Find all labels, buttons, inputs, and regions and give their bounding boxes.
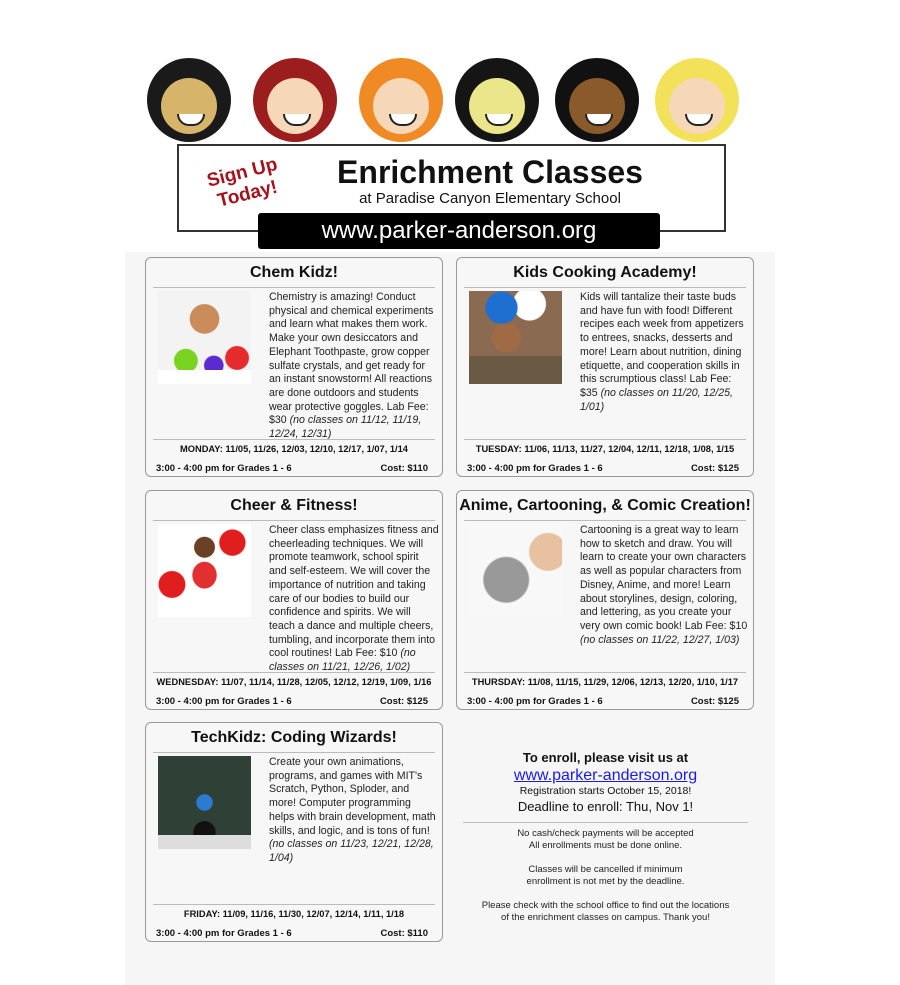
class-schedule: MONDAY: 11/05, 11/26, 12/03, 12/10, 12/17, 1/07, 1/14 <box>180 444 408 454</box>
payment-note <box>463 828 748 852</box>
divider <box>153 439 435 440</box>
class-time: 3:00 - 4:00 pm for Grades 1 - 6 <box>467 696 603 707</box>
class-title: Chem Kidz! <box>250 264 338 281</box>
class-title: Cheer & Fitness! <box>230 497 358 514</box>
class-title: TechKidz: Coding Wizards! <box>191 729 397 746</box>
drawing-sketch-photo <box>469 524 562 617</box>
class-title: Kids Cooking Academy! <box>513 264 697 281</box>
no-class-dates: (no classes on 11/20, 12/25, 1/01) <box>580 386 733 413</box>
class-schedule: TUESDAY: 11/06, 11/13, 11/27, 12/04, 12/11, 12/18, 1/08, 1/15 <box>475 444 735 454</box>
class-card <box>456 490 754 710</box>
class-schedule: FRIDAY: 11/09, 11/16, 11/30, 12/07, 12/14, 1/11, 1/18 <box>183 909 405 919</box>
description-text: Chemistry is amazing! Conduct physical and chemical experiments and learn what makes them work. Make your own desiccators and Elephant Toothpaste, grow copper sulfate crystals, and get ready for an instant snowstorm! All reactions are done outdoors and students wear protective goggles. Lab Fee: $30 <box>269 291 434 427</box>
divider <box>153 520 435 521</box>
coding-kid-photo <box>158 756 251 849</box>
description-text: Cartooning is a great way to learn how to sketch and draw. You will learn to create your own characters as well as popular characters from Disney, Anime, and more! Learn about storylines, design, coloring, and lettering, as you create your very own comic book! Lab Fee: $10 <box>580 524 748 632</box>
kid-illustration <box>655 58 739 142</box>
no-class-dates: (no classes on 11/22, 12/27, 1/03) <box>580 633 740 646</box>
banner-subtitle: at Paradise Canyon Elementary School <box>359 190 621 207</box>
description-text: Kids will tantalize their taste buds and have fun with food! Different recipes each week from appetizers to entrees, snacks, desserts and more! Learn about nutrition, dining etiquette, and cooperation skills in this scrumptious class! Lab Fee: $35 <box>580 291 744 399</box>
class-time: 3:00 - 4:00 pm for Grades 1 - 6 <box>467 463 603 474</box>
note-line: of the enrichment classes on campus. Thank you! <box>501 912 710 923</box>
divider <box>463 822 748 823</box>
divider <box>464 439 746 440</box>
enroll-deadline: Deadline to enroll: Thu, Nov 1! <box>517 799 694 814</box>
class-description <box>269 756 439 866</box>
note-line: Please check with the school office to find out the locations <box>481 900 730 911</box>
kid-illustration <box>455 58 539 142</box>
enroll-heading: To enroll, please visit us at <box>522 750 689 765</box>
kid-illustration <box>147 58 231 142</box>
class-schedule: THURSDAY: 11/08, 11/15, 11/29, 12/06, 12/13, 12/20, 1/10, 1/17 <box>471 677 739 687</box>
description-text: Create your own animations, programs, and games with MIT's Scratch, Python, Sploder, and more! Computer programming helps with brain development, math skills, and logic, and is tons of fun! <box>269 756 436 837</box>
class-cost: Cost: $110 <box>380 928 428 939</box>
class-title: Anime, Cartooning, & Comic Creation! <box>459 497 751 514</box>
location-note <box>463 900 748 924</box>
class-description <box>580 524 750 647</box>
chemistry-kid-photo <box>158 291 251 384</box>
kid-illustration <box>359 58 443 142</box>
divider <box>464 287 746 288</box>
note-line: enrollment is not met by the deadline. <box>526 876 685 887</box>
divider <box>153 752 435 753</box>
class-card <box>145 722 443 942</box>
divider <box>153 287 435 288</box>
class-cost: Cost: $125 <box>379 696 428 707</box>
no-class-dates: (no classes on 11/21, 12/26, 1/02) <box>269 647 416 674</box>
cooking-kids-photo <box>469 291 562 384</box>
class-time: 3:00 - 4:00 pm for Grades 1 - 6 <box>156 463 292 474</box>
class-description <box>269 291 439 442</box>
divider <box>464 520 746 521</box>
note-line: Classes will be cancelled if minimum <box>528 864 683 875</box>
banner-url[interactable]: www.parker-anderson.org <box>258 213 660 249</box>
divider <box>153 672 435 673</box>
cancellation-note <box>463 864 748 888</box>
description-text: Cheer class emphasizes fitness and cheerleading techniques. We will promote teamwork, school spirit and self-esteem. We will cover the importance of nutrition and taking care of our bodies to build our confidence and spirits. We will teach a dance and multiple cheers, tumbling, and incorporate them into cool routines! Lab Fee: $10 <box>269 524 439 660</box>
divider <box>153 904 435 905</box>
class-card <box>145 490 443 710</box>
class-description <box>269 524 439 675</box>
banner-title: Enrichment Classes <box>337 154 643 190</box>
class-time: 3:00 - 4:00 pm for Grades 1 - 6 <box>156 696 292 707</box>
cheerleader-photo <box>158 524 251 617</box>
kid-illustration <box>253 58 337 142</box>
registration-date: Registration starts October 15, 2018! <box>519 785 692 797</box>
class-card <box>145 257 443 477</box>
no-class-dates: (no classes on 11/12, 11/19, 12/24, 12/31) <box>269 414 422 441</box>
class-description <box>580 291 750 414</box>
class-time: 3:00 - 4:00 pm for Grades 1 - 6 <box>156 928 292 939</box>
note-line: All enrollments must be done online. <box>528 840 683 851</box>
class-cost: Cost: $125 <box>690 696 739 707</box>
sign-up-badge: Sign Up Today! <box>204 153 280 212</box>
class-card <box>456 257 754 477</box>
class-schedule: WEDNESDAY: 11/07, 11/14, 11/28, 12/05, 12/12, 12/19, 1/09, 1/16 <box>156 677 432 687</box>
class-cost: Cost: $110 <box>380 463 428 474</box>
note-line: No cash/check payments will be accepted <box>517 828 694 839</box>
enroll-info <box>463 750 748 936</box>
divider <box>464 672 746 673</box>
class-cost: Cost: $125 <box>690 463 739 474</box>
no-class-dates: (no classes on 11/23, 12/21, 12/28, 1/04) <box>269 838 434 864</box>
kid-illustration <box>555 58 639 142</box>
enroll-link[interactable]: www.parker-anderson.org <box>513 767 698 784</box>
